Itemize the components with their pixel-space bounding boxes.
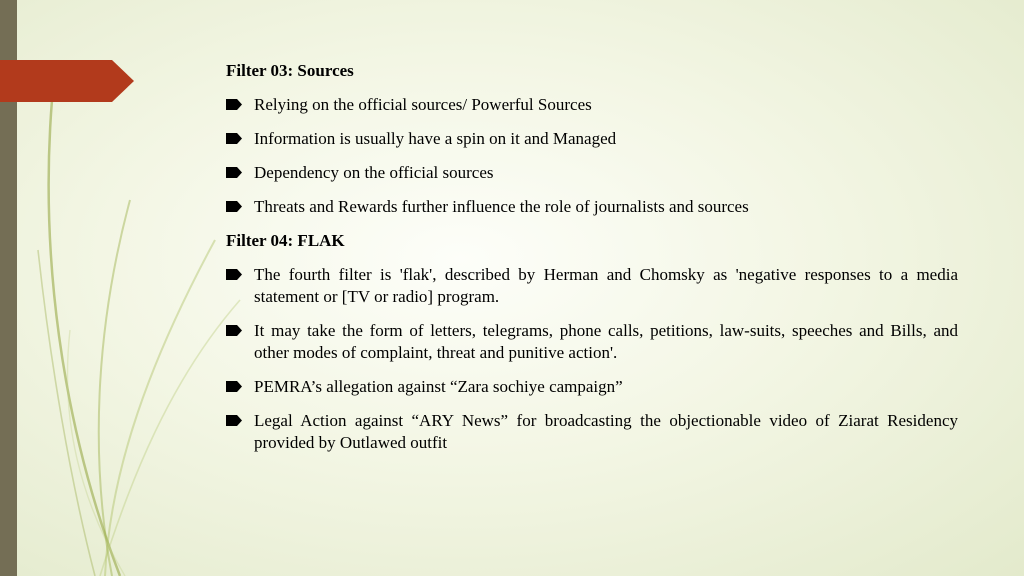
list-item — [226, 264, 958, 308]
pencil-bullet-icon — [226, 415, 242, 426]
list-item — [226, 320, 958, 364]
section-heading-filter-04: Filter 04: FLAK — [226, 231, 345, 250]
pencil-bullet-icon — [226, 99, 242, 110]
list-item — [226, 196, 958, 218]
pencil-bullet-icon — [226, 167, 242, 178]
list-item-text: Threats and Rewards further influence the role of journalists and sources — [254, 197, 749, 216]
list-item-text: PEMRA’s allegation against “Zara sochiye campaign” — [254, 377, 623, 396]
pencil-bullet-icon — [226, 269, 242, 280]
pencil-bullet-icon — [226, 325, 242, 336]
pencil-bullet-icon — [226, 381, 242, 392]
pencil-bullet-icon — [226, 133, 242, 144]
list-item-text: Relying on the official sources/ Powerful Sources — [254, 95, 592, 114]
list-item-text: The fourth filter is 'flak', described by Herman and Chomsky as 'negative responses to a media statement or [TV or radio] program. — [254, 265, 958, 306]
list-item — [226, 376, 958, 398]
list-item-text: Legal Action against “ARY News” for broadcasting the objectionable video of Ziarat Residency provided by Outlawed outfit — [254, 411, 958, 452]
list-item — [226, 94, 958, 116]
accent-tab — [0, 60, 134, 102]
section-heading-filter-03: Filter 03: Sources — [226, 61, 354, 80]
list-item — [226, 410, 958, 454]
list-item-text: Information is usually have a spin on it and Managed — [254, 129, 617, 148]
list-item — [226, 128, 958, 150]
list-item-text: Dependency on the official sources — [254, 163, 494, 182]
list-item — [226, 162, 958, 184]
list-item-text: It may take the form of letters, telegrams, phone calls, petitions, law-suits, speeches and Bills, and other modes of complaint, threat and punitive action'. — [254, 321, 958, 362]
pencil-bullet-icon — [226, 201, 242, 212]
slide-content — [226, 60, 958, 466]
